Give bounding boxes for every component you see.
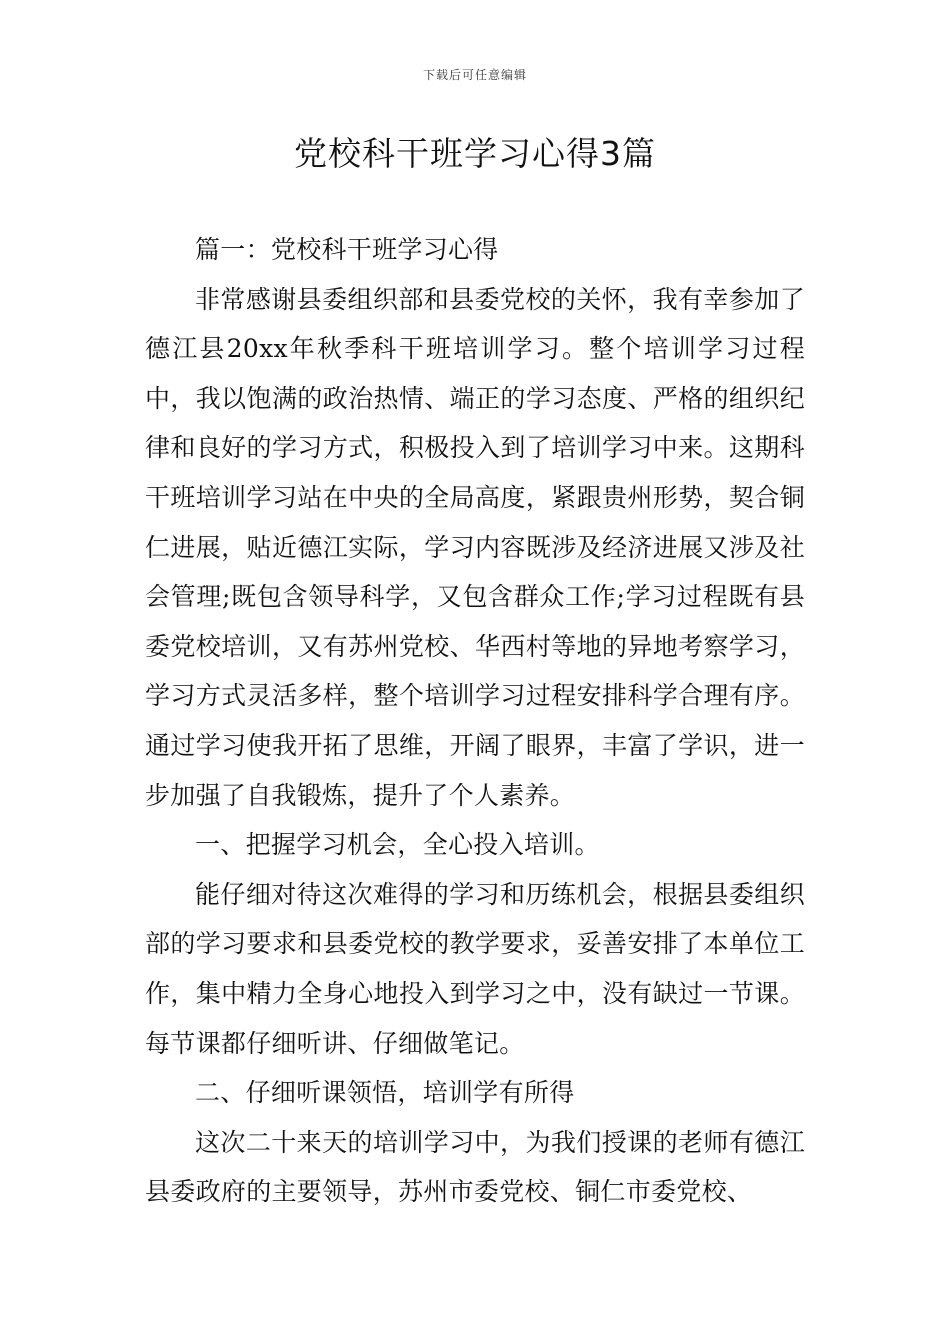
body-paragraph: 能仔细对待这次难得的学习和历练机会，根据县委组织部的学习要求和县委党校的教学要求，妥善安排了本单位工作，集中精力全身心地投入到学习之中，没有缺过一节课。每节课都仔细听讲、仔细做笔记。 (145, 879, 805, 1058)
section-heading: 篇一：党校科干班学习心得 (195, 235, 499, 264)
body-paragraph: 这次二十来天的培训学习中，为我们授课的老师有德江县委政府的主要领导，苏州市委党校、铜仁市委党校、 (145, 1127, 805, 1207)
subsection-heading: 二、仔细听课领悟，培训学有所得 (195, 1078, 575, 1108)
document-body (145, 225, 805, 1217)
header-note: 下载后可任意编辑 (422, 68, 527, 82)
subsection-heading: 一、把握学习机会，全心投入培训。 (195, 830, 600, 860)
document-title: 党校科干班学习心得3篇 (294, 134, 656, 173)
body-paragraph: 非常感谢县委组织部和县委党校的关怀，我有幸参加了德江县20xx年秋季科干班培训学习。整个培训学习过程中，我以饱满的政治热情、端正的学习态度、严格的组织纪律和良好的学习方式，积极投入到了培训学习中来。这期科干班培训学习站在中央的全局高度，紧跟贵州形势，契合铜仁进展，贴近德江实际，学习内容既涉及经济进展又涉及社会管理;既包含领导科学，又包含群众工作;学习过程既有县委党校培训，又有苏州党校、华西村等地的异地考察学习，学习方式灵活多样，整个培训学习过程安排科学合理有序。通过学习使我开拓了思维，开阔了眼界，丰富了学识，进一步加强了自我锻炼，提升了个人素养。 (145, 284, 805, 810)
